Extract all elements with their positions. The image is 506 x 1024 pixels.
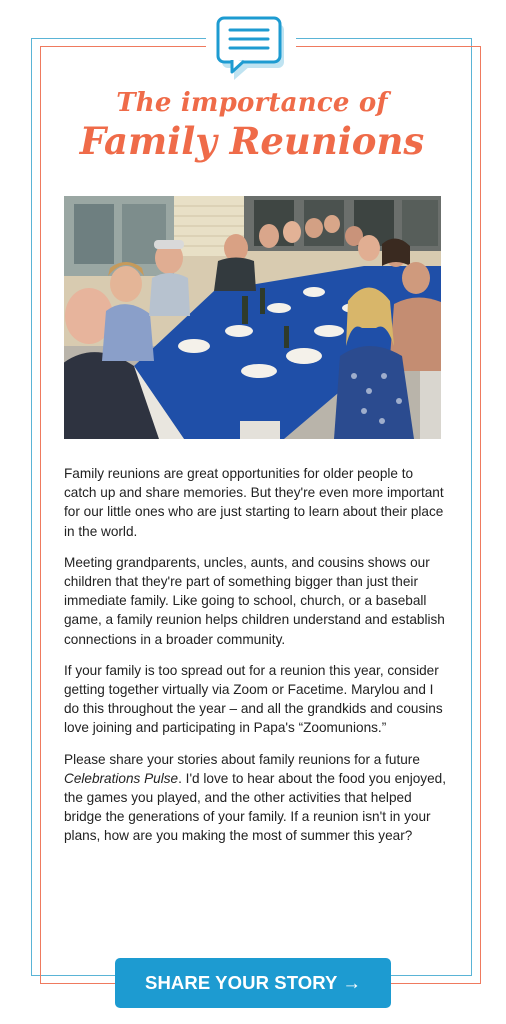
page-title [52,86,452,164]
article-paragraph-1: Family reunions are great opportunities for older people to catch up and share memories. But they're even more important for our little ones who are just starting to learn about their place in the world. [64,466,444,539]
title-line-1: The importance of [116,88,388,118]
article-paragraph-3: If your family is too spread out for a reunion this year, consider getting together virtually via Zoom or Facetime. Marylou and I do this throughout the year – and all the grandkids and cousins love joining and participating in Papa's “Zoomunions.” [64,662,443,736]
publication-name: Celebrations Pulse [64,770,179,786]
title-line-2: Family Reunions [79,119,425,163]
share-your-story-button[interactable]: SHARE YOUR STORY → [115,958,391,1008]
header-icon-container [206,8,296,84]
paragraph-4-text-b: . I'd love to hear about the food you enjoyed, the games you played, and the other activities that helped bridge the generations of your family. If a reunion isn't in your plans, how are you making the most of summer this year? [64,770,446,844]
paragraph-4-text-a: Please share your stories about family reunions for a future [64,751,420,767]
chat-bubble-icon [216,14,286,82]
family-reunion-photo [64,196,441,439]
article-paragraph-2: Meeting grandparents, uncles, aunts, and cousins shows our children that they're part of something bigger than just their immediate family. Like going to school, church, or a baseball game, a family reunion helps children understand and establish connections in a broader community. [64,554,445,647]
article-paragraph-4 [64,750,448,846]
photo-illustration [64,196,441,439]
article-body [64,464,448,858]
